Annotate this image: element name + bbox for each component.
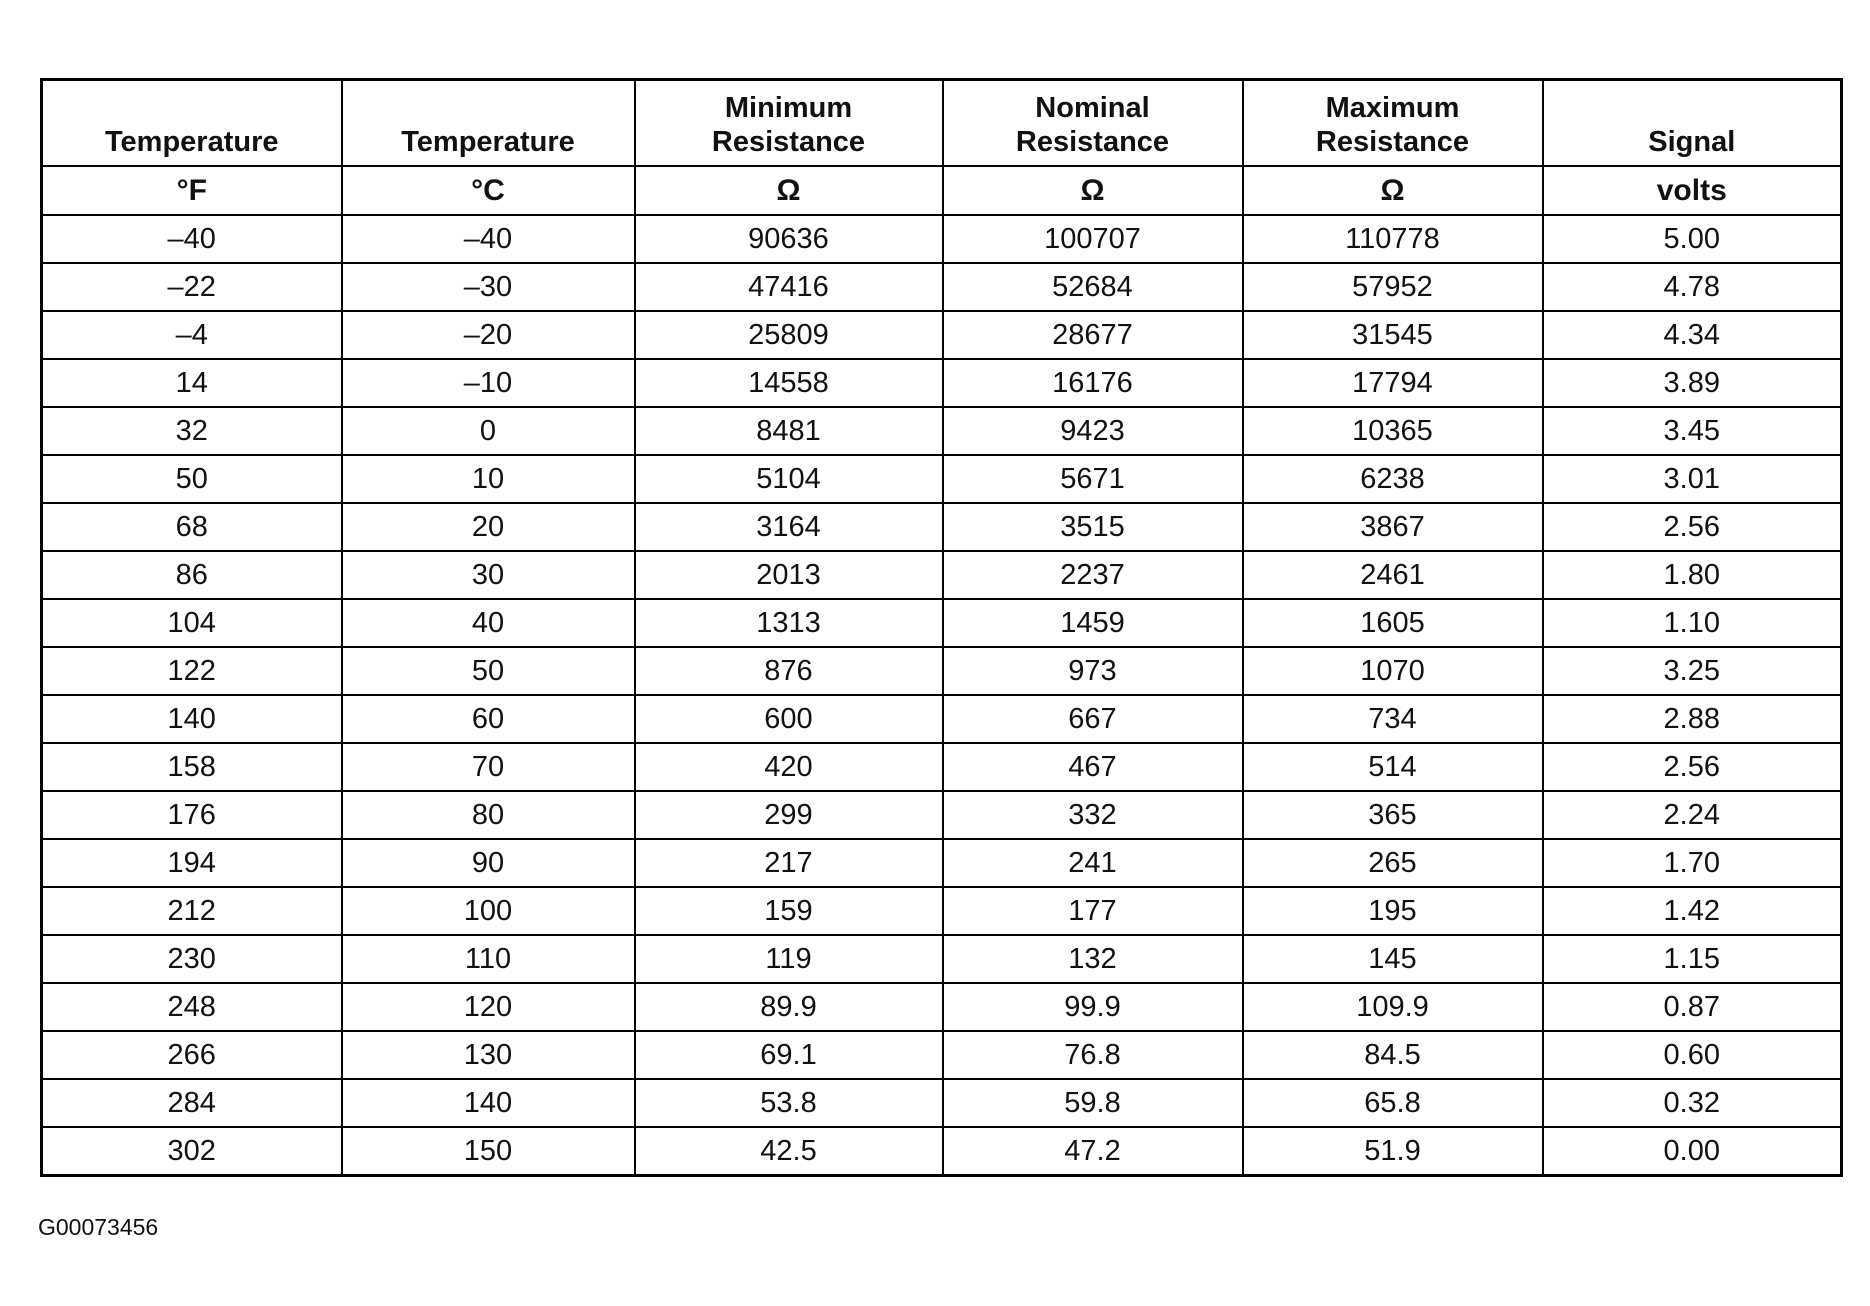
table-cell: 177 bbox=[943, 887, 1243, 935]
header-cell bbox=[1543, 80, 1842, 167]
table-cell: 3.01 bbox=[1543, 455, 1842, 503]
table-cell: 104 bbox=[42, 599, 342, 647]
table-cell: 0.87 bbox=[1543, 983, 1842, 1031]
table-cell: 195 bbox=[1243, 887, 1543, 935]
units-row bbox=[42, 166, 1842, 215]
table-cell: 99.9 bbox=[943, 983, 1243, 1031]
table-cell: 2461 bbox=[1243, 551, 1543, 599]
table-cell: 100 bbox=[342, 887, 635, 935]
table-cell: 6238 bbox=[1243, 455, 1543, 503]
table-cell: 3515 bbox=[943, 503, 1243, 551]
table-cell: 80 bbox=[342, 791, 635, 839]
table-cell: 14 bbox=[42, 359, 342, 407]
table-row bbox=[42, 743, 1842, 791]
unit-cell: Ω bbox=[635, 166, 943, 215]
table-cell: 28677 bbox=[943, 311, 1243, 359]
table-cell: 110778 bbox=[1243, 215, 1543, 263]
table-cell: –22 bbox=[42, 263, 342, 311]
table-row bbox=[42, 647, 1842, 695]
table-cell: 3.89 bbox=[1543, 359, 1842, 407]
table-cell: 10365 bbox=[1243, 407, 1543, 455]
table-cell: 40 bbox=[342, 599, 635, 647]
table-cell: 667 bbox=[943, 695, 1243, 743]
table-cell: 110 bbox=[342, 935, 635, 983]
table-cell: 76.8 bbox=[943, 1031, 1243, 1079]
table-cell: 57952 bbox=[1243, 263, 1543, 311]
table-cell: 1.10 bbox=[1543, 599, 1842, 647]
table-row bbox=[42, 311, 1842, 359]
header-line2: Resistance bbox=[711, 126, 866, 158]
table-cell: 90636 bbox=[635, 215, 943, 263]
table-row bbox=[42, 215, 1842, 263]
table-cell: 2237 bbox=[943, 551, 1243, 599]
table-cell: 30 bbox=[342, 551, 635, 599]
table-cell: 266 bbox=[42, 1031, 342, 1079]
table-cell: 1313 bbox=[635, 599, 943, 647]
table-cell: 140 bbox=[342, 1079, 635, 1127]
table-cell: 420 bbox=[635, 743, 943, 791]
table-cell: 47416 bbox=[635, 263, 943, 311]
table-cell: 159 bbox=[635, 887, 943, 935]
header-cell bbox=[1243, 80, 1543, 167]
table-cell: 8481 bbox=[635, 407, 943, 455]
table-cell: 973 bbox=[943, 647, 1243, 695]
table-cell: 248 bbox=[42, 983, 342, 1031]
table-cell: 299 bbox=[635, 791, 943, 839]
unit-cell: Ω bbox=[1243, 166, 1543, 215]
table-cell: 2.56 bbox=[1543, 743, 1842, 791]
table-cell: 1.70 bbox=[1543, 839, 1842, 887]
table-cell: 284 bbox=[42, 1079, 342, 1127]
temperature-resistance-table bbox=[40, 78, 1843, 1177]
table-cell: 52684 bbox=[943, 263, 1243, 311]
table-cell: –40 bbox=[42, 215, 342, 263]
table-cell: –4 bbox=[42, 311, 342, 359]
header-line2: Signal bbox=[1648, 126, 1736, 158]
table-cell: 467 bbox=[943, 743, 1243, 791]
table-cell: 3164 bbox=[635, 503, 943, 551]
header-line2: Resistance bbox=[1015, 126, 1170, 158]
table-cell: 119 bbox=[635, 935, 943, 983]
table-cell: 230 bbox=[42, 935, 342, 983]
table-cell: 9423 bbox=[943, 407, 1243, 455]
table-cell: 2.24 bbox=[1543, 791, 1842, 839]
table-cell: 20 bbox=[342, 503, 635, 551]
header-cell bbox=[42, 80, 342, 167]
table-cell: 1070 bbox=[1243, 647, 1543, 695]
table-cell: –40 bbox=[342, 215, 635, 263]
table-cell: 2.88 bbox=[1543, 695, 1842, 743]
table-cell: 3.25 bbox=[1543, 647, 1842, 695]
table-cell: 1.80 bbox=[1543, 551, 1842, 599]
table-row bbox=[42, 1079, 1842, 1127]
table-cell: 53.8 bbox=[635, 1079, 943, 1127]
table-cell: 5671 bbox=[943, 455, 1243, 503]
table-cell: 5104 bbox=[635, 455, 943, 503]
table-cell: 84.5 bbox=[1243, 1031, 1543, 1079]
table-row bbox=[42, 887, 1842, 935]
table-cell: 600 bbox=[635, 695, 943, 743]
table-cell: 217 bbox=[635, 839, 943, 887]
table-row bbox=[42, 791, 1842, 839]
table-cell: 365 bbox=[1243, 791, 1543, 839]
table-cell: 145 bbox=[1243, 935, 1543, 983]
table-cell: –10 bbox=[342, 359, 635, 407]
table-cell: 100707 bbox=[943, 215, 1243, 263]
table-row bbox=[42, 503, 1842, 551]
table-row bbox=[42, 935, 1842, 983]
table-cell: 514 bbox=[1243, 743, 1543, 791]
table-cell: 47.2 bbox=[943, 1127, 1243, 1176]
header-cell bbox=[943, 80, 1243, 167]
table-row bbox=[42, 263, 1842, 311]
table-cell: 70 bbox=[342, 743, 635, 791]
header-line1: Maximum bbox=[1325, 92, 1460, 124]
table-cell: 241 bbox=[943, 839, 1243, 887]
table-cell: 130 bbox=[342, 1031, 635, 1079]
table-cell: –20 bbox=[342, 311, 635, 359]
unit-cell: °F bbox=[42, 166, 342, 215]
table-body bbox=[42, 215, 1842, 1176]
table-cell: 140 bbox=[42, 695, 342, 743]
table-cell: 68 bbox=[42, 503, 342, 551]
table-cell: 51.9 bbox=[1243, 1127, 1543, 1176]
table-cell: 158 bbox=[42, 743, 342, 791]
table-cell: 1.42 bbox=[1543, 887, 1842, 935]
figure-id: G00073456 bbox=[38, 1214, 159, 1240]
table-cell: 194 bbox=[42, 839, 342, 887]
table-cell: 0.32 bbox=[1543, 1079, 1842, 1127]
table-cell: 65.8 bbox=[1243, 1079, 1543, 1127]
table-row bbox=[42, 839, 1842, 887]
header-line1: Nominal bbox=[1035, 92, 1150, 124]
table-cell: 89.9 bbox=[635, 983, 943, 1031]
table-cell: 0.00 bbox=[1543, 1127, 1842, 1176]
table-cell: 302 bbox=[42, 1127, 342, 1176]
table-cell: 4.78 bbox=[1543, 263, 1842, 311]
unit-cell: volts bbox=[1543, 166, 1842, 215]
table-row bbox=[42, 599, 1842, 647]
table-cell: 4.34 bbox=[1543, 311, 1842, 359]
table-cell: 876 bbox=[635, 647, 943, 695]
table-cell: 3.45 bbox=[1543, 407, 1842, 455]
table-row bbox=[42, 983, 1842, 1031]
table-cell: 176 bbox=[42, 791, 342, 839]
table-cell: 1459 bbox=[943, 599, 1243, 647]
table-cell: 734 bbox=[1243, 695, 1543, 743]
table-cell: 86 bbox=[42, 551, 342, 599]
table-cell: 332 bbox=[943, 791, 1243, 839]
table-cell: 2.56 bbox=[1543, 503, 1842, 551]
table-cell: 132 bbox=[943, 935, 1243, 983]
table-row bbox=[42, 359, 1842, 407]
header-cell bbox=[635, 80, 943, 167]
unit-cell: °C bbox=[342, 166, 635, 215]
header-line2: Temperature bbox=[104, 126, 279, 158]
table-cell: 3867 bbox=[1243, 503, 1543, 551]
table-cell: 150 bbox=[342, 1127, 635, 1176]
unit-cell: Ω bbox=[943, 166, 1243, 215]
table-cell: 212 bbox=[42, 887, 342, 935]
table-cell: 109.9 bbox=[1243, 983, 1543, 1031]
table-row bbox=[42, 551, 1842, 599]
table-row bbox=[42, 1031, 1842, 1079]
table-cell: 90 bbox=[342, 839, 635, 887]
table-cell: 10 bbox=[342, 455, 635, 503]
table-row bbox=[42, 455, 1842, 503]
table-cell: 2013 bbox=[635, 551, 943, 599]
table-cell: 25809 bbox=[635, 311, 943, 359]
table-cell: 120 bbox=[342, 983, 635, 1031]
table-cell: 0.60 bbox=[1543, 1031, 1842, 1079]
header-line1: Minimum bbox=[724, 92, 853, 124]
table-cell: 31545 bbox=[1243, 311, 1543, 359]
header-line2: Temperature bbox=[401, 126, 575, 158]
table-cell: 14558 bbox=[635, 359, 943, 407]
table-cell: 42.5 bbox=[635, 1127, 943, 1176]
table-cell: 0 bbox=[342, 407, 635, 455]
header-cell bbox=[342, 80, 635, 167]
table-cell: 59.8 bbox=[943, 1079, 1243, 1127]
table-cell: 17794 bbox=[1243, 359, 1543, 407]
table-cell: 60 bbox=[342, 695, 635, 743]
header-line2: Resistance bbox=[1315, 126, 1470, 158]
table-cell: 122 bbox=[42, 647, 342, 695]
table-cell: 16176 bbox=[943, 359, 1243, 407]
table-cell: 69.1 bbox=[635, 1031, 943, 1079]
table-cell: 1605 bbox=[1243, 599, 1543, 647]
table-cell: 50 bbox=[342, 647, 635, 695]
header-row bbox=[42, 80, 1842, 167]
table-cell: 32 bbox=[42, 407, 342, 455]
table-row bbox=[42, 695, 1842, 743]
table-cell: 265 bbox=[1243, 839, 1543, 887]
table-cell: 1.15 bbox=[1543, 935, 1842, 983]
table-row bbox=[42, 407, 1842, 455]
table-cell: 5.00 bbox=[1543, 215, 1842, 263]
table-row bbox=[42, 1127, 1842, 1176]
table-cell: 50 bbox=[42, 455, 342, 503]
table-cell: –30 bbox=[342, 263, 635, 311]
